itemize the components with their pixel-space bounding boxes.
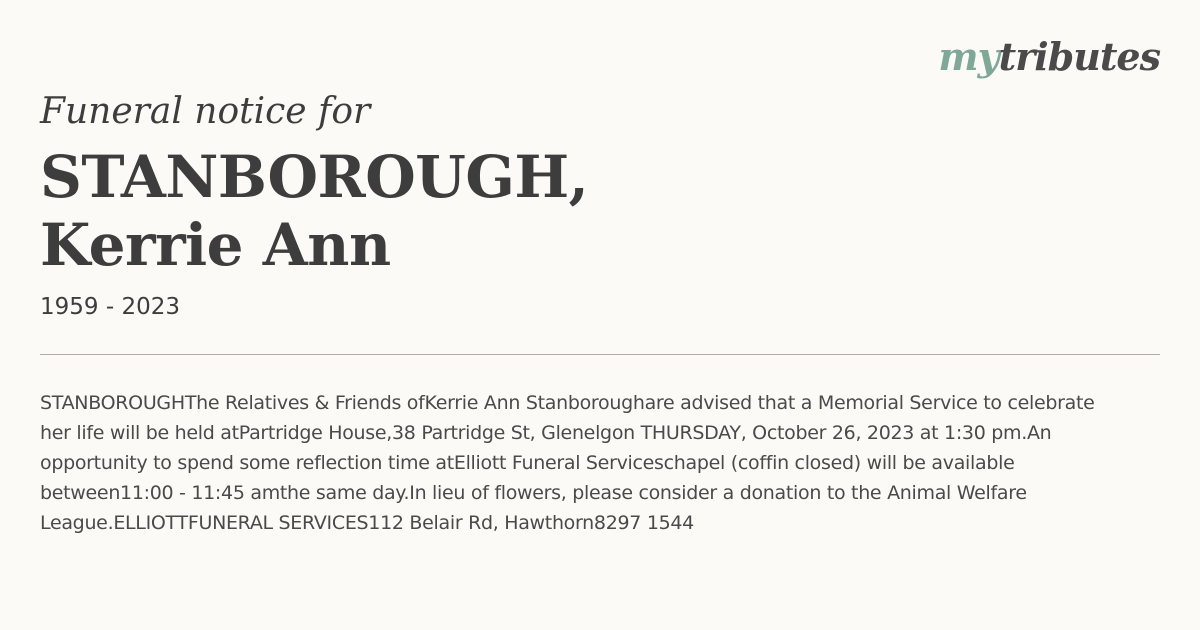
- logo-tributes-text: tributes: [998, 34, 1160, 79]
- deceased-given-names: Kerrie Ann: [40, 211, 391, 279]
- deceased-surname: STANBOROUGH,: [40, 143, 589, 211]
- logo-my-text: my: [938, 34, 999, 79]
- deceased-name: [40, 143, 588, 279]
- notice-eyebrow: Funeral notice for: [40, 91, 371, 132]
- life-years: 1959 - 2023: [40, 294, 180, 320]
- section-divider: [40, 354, 1160, 355]
- mytributes-logo[interactable]: [938, 34, 1160, 80]
- notice-body-text: STANBOROUGHThe Relatives & Friends ofKerrie Ann Stanboroughare advised that a Memorial Service to celebrate her life will be held atPartridge House,38 Partridge St, Glenelgon THURSDAY, October 26, 2023 at 1:30 pm.An opportunity to spend some reflection time atElliott Funeral Serviceschapel (coffin closed) will be available between11:00 - 11:45 amthe same day.In lieu of flowers, please consider a donation to the Animal Welfare League.ELLIOTTFUNERAL SERVICES112 Belair Rd, Hawthorn8297 1544: [40, 392, 1095, 534]
